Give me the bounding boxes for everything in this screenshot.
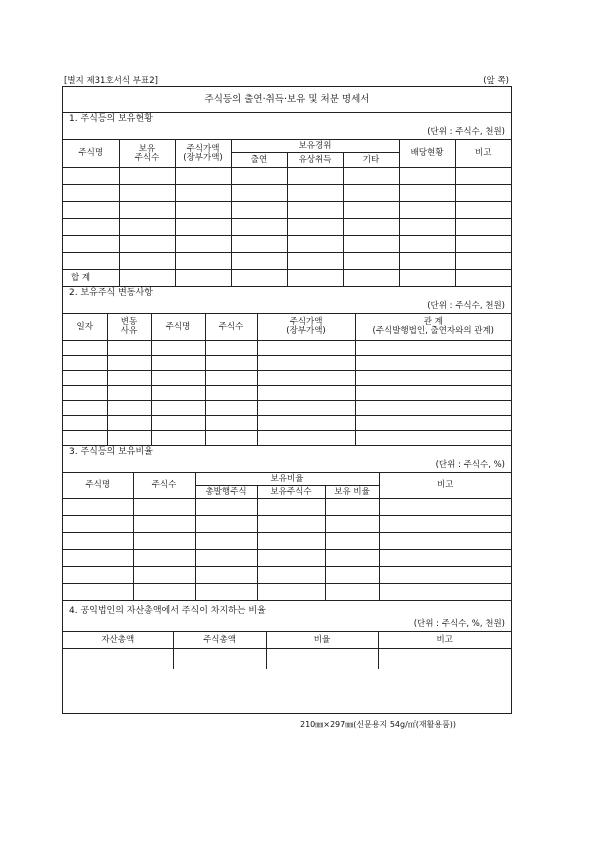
- cell[interactable]: [195, 550, 257, 567]
- cell[interactable]: [151, 416, 205, 431]
- paper-spec: 210㎜×297㎜(신문용지 54g/㎡(재활용품)): [300, 720, 457, 729]
- cell[interactable]: [195, 499, 257, 516]
- cell[interactable]: [63, 253, 119, 270]
- cell[interactable]: [205, 431, 257, 446]
- cell[interactable]: [379, 567, 511, 584]
- cell[interactable]: [63, 550, 133, 567]
- cell[interactable]: [287, 270, 343, 287]
- cell[interactable]: [107, 401, 151, 416]
- cell[interactable]: [399, 168, 455, 185]
- cell[interactable]: [455, 168, 511, 185]
- cell[interactable]: [63, 567, 133, 584]
- section-title: 4. 공익법인의 자산총액에서 주식이 차지하는 비율: [69, 606, 266, 616]
- table-row: [63, 185, 511, 202]
- cell[interactable]: [231, 253, 287, 270]
- cell[interactable]: [63, 533, 133, 550]
- col-holding-route: 보유경위: [231, 140, 399, 153]
- changes-table: [63, 313, 511, 446]
- cell[interactable]: [379, 516, 511, 533]
- cell[interactable]: [63, 431, 107, 446]
- cell[interactable]: [63, 236, 119, 253]
- cell[interactable]: [257, 584, 325, 601]
- cell[interactable]: [257, 401, 355, 416]
- cell[interactable]: [325, 499, 379, 516]
- cell[interactable]: [175, 236, 231, 253]
- cell[interactable]: [63, 219, 119, 236]
- cell[interactable]: [355, 356, 511, 371]
- cell[interactable]: [399, 185, 455, 202]
- cell[interactable]: [287, 185, 343, 202]
- cell[interactable]: [325, 516, 379, 533]
- cell[interactable]: [119, 219, 175, 236]
- cell[interactable]: [63, 649, 173, 670]
- col-ratio: 비율: [266, 632, 378, 649]
- cell[interactable]: [63, 168, 119, 185]
- cell[interactable]: [343, 236, 399, 253]
- cell[interactable]: [175, 185, 231, 202]
- col-shares: 주식수: [205, 314, 257, 341]
- cell[interactable]: [231, 168, 287, 185]
- cell[interactable]: [119, 253, 175, 270]
- section-title: 3. 주식등의 보유비율: [69, 447, 153, 457]
- cell[interactable]: [133, 567, 195, 584]
- asset-ratio-table: [63, 631, 511, 669]
- cell[interactable]: [287, 202, 343, 219]
- total-label: 합 계: [63, 270, 119, 287]
- table-row: [63, 386, 511, 401]
- cell[interactable]: [379, 499, 511, 516]
- cell[interactable]: [63, 516, 133, 533]
- cell[interactable]: [119, 236, 175, 253]
- cell[interactable]: [257, 516, 325, 533]
- cell[interactable]: [343, 168, 399, 185]
- cell[interactable]: [257, 550, 325, 567]
- cell[interactable]: [399, 270, 455, 287]
- col-total-stock: 주식총액: [173, 632, 266, 649]
- cell[interactable]: [287, 253, 343, 270]
- cell[interactable]: [257, 416, 355, 431]
- cell[interactable]: [325, 567, 379, 584]
- cell[interactable]: [257, 341, 355, 356]
- cell[interactable]: [455, 270, 511, 287]
- cell[interactable]: [133, 516, 195, 533]
- col-stock-name: 주식명: [151, 314, 205, 341]
- col-note: 비고: [378, 632, 511, 649]
- cell[interactable]: [266, 649, 378, 670]
- cell[interactable]: [107, 356, 151, 371]
- total-row: [63, 270, 511, 287]
- cell[interactable]: [63, 371, 107, 386]
- col-stock-name: 주식명: [63, 140, 119, 168]
- table-row: [63, 236, 511, 253]
- col-stock-name: 주식명: [63, 473, 133, 499]
- table-row: [63, 567, 511, 584]
- holdings-table: [63, 139, 511, 287]
- cell[interactable]: [63, 356, 107, 371]
- cell[interactable]: [257, 386, 355, 401]
- cell[interactable]: [343, 253, 399, 270]
- cell[interactable]: [205, 386, 257, 401]
- table-row: [63, 516, 511, 533]
- cell[interactable]: [231, 185, 287, 202]
- cell[interactable]: [133, 533, 195, 550]
- cell[interactable]: [173, 649, 266, 670]
- holdings-rows: [63, 168, 511, 270]
- cell[interactable]: [287, 236, 343, 253]
- col-date: 일자: [63, 314, 107, 341]
- cell[interactable]: [119, 185, 175, 202]
- table-row: [63, 168, 511, 185]
- cell[interactable]: [455, 202, 511, 219]
- cell[interactable]: [205, 401, 257, 416]
- cell[interactable]: [63, 202, 119, 219]
- cell[interactable]: [151, 341, 205, 356]
- cell[interactable]: [151, 431, 205, 446]
- col-dividend: 배당현황: [399, 140, 455, 168]
- section-title: 2. 보유주식 변동사항: [69, 288, 153, 298]
- cell[interactable]: [355, 401, 511, 416]
- cell[interactable]: [343, 270, 399, 287]
- cell[interactable]: [133, 584, 195, 601]
- cell[interactable]: [151, 401, 205, 416]
- table-row: [63, 219, 511, 236]
- cell[interactable]: [287, 219, 343, 236]
- col-shares: 주식수: [133, 473, 195, 499]
- unit-label: (단위 : 주식수, %): [435, 460, 505, 470]
- cell[interactable]: [175, 168, 231, 185]
- cell[interactable]: [151, 356, 205, 371]
- ratio-rows: [63, 499, 511, 601]
- cell[interactable]: [257, 533, 325, 550]
- cell[interactable]: [119, 270, 175, 287]
- col-held-shares: 보유주식수: [257, 486, 325, 499]
- cell[interactable]: [455, 236, 511, 253]
- cell[interactable]: [378, 649, 511, 670]
- section-changes: [63, 287, 511, 446]
- form-number: [별지 제31호서식 부표2]: [64, 76, 158, 86]
- cell[interactable]: [231, 219, 287, 236]
- col-ratio-pct: 보유 비율: [325, 486, 379, 499]
- table-row: [63, 356, 511, 371]
- table-row: [63, 341, 511, 356]
- ratio-table: [63, 472, 511, 601]
- changes-rows: [63, 341, 511, 446]
- cell[interactable]: [343, 202, 399, 219]
- cell[interactable]: [63, 401, 107, 416]
- cell[interactable]: [399, 219, 455, 236]
- section-title: 1. 주식등의 보유현황: [69, 114, 153, 124]
- col-holding-ratio: 보유비율: [195, 473, 379, 486]
- cell[interactable]: [107, 371, 151, 386]
- table-row: [63, 431, 511, 446]
- col-note: 비고: [455, 140, 511, 168]
- cell[interactable]: [355, 431, 511, 446]
- unit-label: (단위 : 주식수, 천원): [427, 301, 505, 311]
- col-stock-value: 주식가액 (장부가액): [257, 314, 355, 341]
- page-side-label: (앞 쪽): [483, 76, 509, 86]
- table-row: [63, 499, 511, 516]
- cell[interactable]: [63, 416, 107, 431]
- cell[interactable]: [257, 567, 325, 584]
- cell[interactable]: [63, 499, 133, 516]
- cell[interactable]: [205, 371, 257, 386]
- cell[interactable]: [151, 386, 205, 401]
- table-row: [63, 401, 511, 416]
- cell[interactable]: [343, 219, 399, 236]
- table-row: [63, 533, 511, 550]
- cell[interactable]: [151, 371, 205, 386]
- col-stock-value: 주식가액 (장부가액): [175, 140, 231, 168]
- cell[interactable]: [107, 341, 151, 356]
- table-row: [63, 253, 511, 270]
- form-title: 주식등의 출연·취득·보유 및 처분 명세서: [63, 87, 511, 113]
- cell[interactable]: [455, 185, 511, 202]
- cell[interactable]: [399, 202, 455, 219]
- cell[interactable]: [119, 202, 175, 219]
- col-change-reason: 변동 사유: [107, 314, 151, 341]
- section-asset-ratio: [63, 605, 511, 669]
- cell[interactable]: [325, 533, 379, 550]
- cell[interactable]: [205, 416, 257, 431]
- cell[interactable]: [133, 499, 195, 516]
- table-row: [63, 584, 511, 601]
- table-row: [63, 649, 511, 670]
- statement-form: [62, 86, 512, 714]
- col-total-assets: 자산총액: [63, 632, 173, 649]
- cell[interactable]: [175, 202, 231, 219]
- unit-label: (단위 : 주식수, 천원): [427, 127, 505, 137]
- table-row: [63, 371, 511, 386]
- col-relation: 관 계 (주식발행법인, 출연자와의 관계): [355, 314, 511, 341]
- cell[interactable]: [455, 253, 511, 270]
- cell[interactable]: [175, 253, 231, 270]
- cell[interactable]: [231, 270, 287, 287]
- cell[interactable]: [63, 584, 133, 601]
- cell[interactable]: [257, 356, 355, 371]
- section-ratio: [63, 446, 511, 601]
- table-row: [63, 550, 511, 567]
- col-donation: 출연: [231, 153, 287, 168]
- cell[interactable]: [355, 371, 511, 386]
- cell[interactable]: [133, 550, 195, 567]
- table-row: [63, 416, 511, 431]
- cell[interactable]: [107, 416, 151, 431]
- table-row: [63, 202, 511, 219]
- cell[interactable]: [257, 431, 355, 446]
- cell[interactable]: [107, 431, 151, 446]
- cell[interactable]: [325, 550, 379, 567]
- cell[interactable]: [379, 584, 511, 601]
- cell[interactable]: [355, 416, 511, 431]
- cell[interactable]: [63, 341, 107, 356]
- cell[interactable]: [205, 356, 257, 371]
- cell[interactable]: [379, 550, 511, 567]
- cell[interactable]: [195, 567, 257, 584]
- unit-label: (단위 : 주식수, %, 천원): [413, 619, 505, 629]
- cell[interactable]: [231, 202, 287, 219]
- cell[interactable]: [231, 236, 287, 253]
- col-paid-acquisition: 유상취득: [287, 153, 343, 168]
- col-total-issued: 총발행주식: [195, 486, 257, 499]
- cell[interactable]: [205, 341, 257, 356]
- cell[interactable]: [63, 386, 107, 401]
- cell[interactable]: [287, 168, 343, 185]
- cell[interactable]: [195, 533, 257, 550]
- cell[interactable]: [399, 253, 455, 270]
- cell[interactable]: [355, 341, 511, 356]
- cell[interactable]: [257, 499, 325, 516]
- col-note: 비고: [379, 473, 511, 499]
- cell[interactable]: [175, 219, 231, 236]
- cell[interactable]: [343, 185, 399, 202]
- cell[interactable]: [107, 386, 151, 401]
- section-holdings: [63, 113, 511, 287]
- cell[interactable]: [195, 584, 257, 601]
- cell[interactable]: [175, 270, 231, 287]
- cell[interactable]: [119, 168, 175, 185]
- cell[interactable]: [195, 516, 257, 533]
- cell[interactable]: [63, 185, 119, 202]
- col-other: 기타: [343, 153, 399, 168]
- cell[interactable]: [455, 219, 511, 236]
- cell[interactable]: [257, 371, 355, 386]
- cell[interactable]: [355, 386, 511, 401]
- cell[interactable]: [325, 584, 379, 601]
- cell[interactable]: [379, 533, 511, 550]
- col-held-shares: 보유 주식수: [119, 140, 175, 168]
- cell[interactable]: [399, 236, 455, 253]
